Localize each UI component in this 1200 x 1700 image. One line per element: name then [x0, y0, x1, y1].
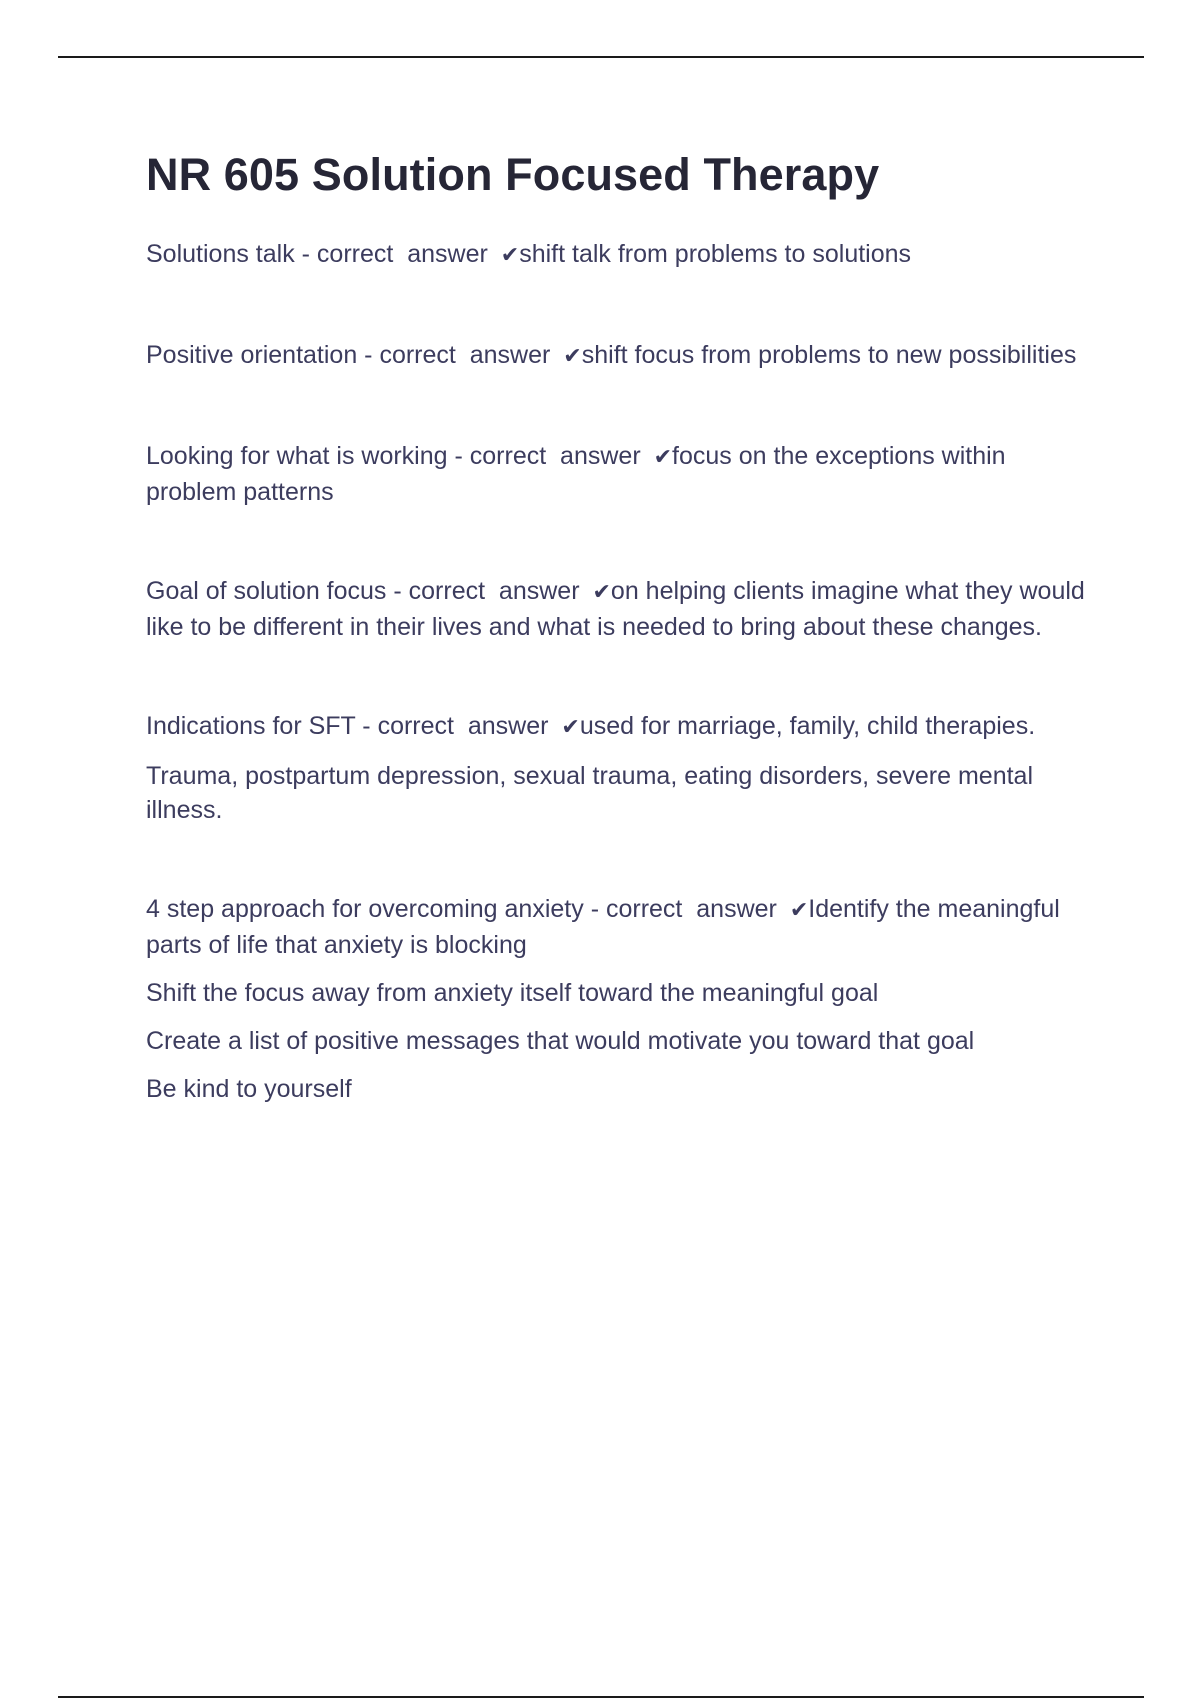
correct-answer-marker: correct answer: [469, 442, 641, 470]
correct-answer-marker: correct answer: [605, 895, 777, 923]
checkmark-icon: ✔: [561, 715, 580, 740]
checkmark-icon: ✔: [563, 344, 582, 369]
document-body: [146, 148, 1096, 1171]
page-title: NR 605 Solution Focused Therapy: [146, 149, 880, 200]
qa-answer-line: Create a list of positive messages that would motivate you toward that goal: [146, 1027, 975, 1055]
checkmark-icon: ✔: [592, 580, 611, 605]
qa-answer: Identify the meaningful parts of life that anxiety is blocking: [146, 895, 1060, 959]
qa-list: [146, 237, 1096, 1106]
bottom-rule: [58, 1696, 1144, 1698]
correct-answer-marker: correct answer: [316, 240, 488, 268]
qa-entry: [146, 237, 1096, 273]
top-rule: [58, 56, 1144, 58]
qa-term: 4 step approach for overcoming anxiety: [146, 895, 584, 923]
checkmark-icon: ✔: [653, 445, 673, 470]
qa-answer-line: Be kind to yourself: [146, 1075, 352, 1103]
qa-answer: shift focus from problems to new possibilities: [581, 341, 1077, 369]
qa-entry: [146, 709, 1096, 827]
qa-line: Goal of solution focus - correct answer ✔on helping clients imagine what they would like to be different in their lives and what is needed to bring about these changes.: [146, 577, 1085, 641]
qa-term: Looking for what is working: [146, 442, 448, 470]
qa-answer-line: Shift the focus away from anxiety itself toward the meaningful goal: [146, 979, 879, 1007]
qa-answer: used for marriage, family, child therapies.: [579, 712, 1036, 740]
qa-line: Solutions talk - correct answer ✔shift talk from problems to solutions: [146, 240, 912, 268]
qa-term: Solutions talk: [146, 240, 295, 268]
qa-entry: [146, 574, 1096, 644]
qa-line: Positive orientation - correct answer ✔shift focus from problems to new possibilities: [146, 341, 1077, 369]
qa-line: Indications for SFT - correct answer ✔used for marriage, family, child therapies.: [146, 712, 1036, 740]
qa-answer: on helping clients imagine what they would like to be different in their lives and what is needed to bring about these changes.: [146, 577, 1085, 641]
qa-term: Indications for SFT: [146, 712, 356, 740]
qa-line: Looking for what is working - correct answer ✔focus on the exceptions within problem patterns: [146, 442, 1006, 506]
qa-entry: [146, 338, 1096, 374]
qa-line: 4 step approach for overcoming anxiety - correct answer ✔Identify the meaningful parts of life that anxiety is blocking: [146, 895, 1060, 959]
qa-entry: [146, 439, 1096, 509]
checkmark-icon: ✔: [789, 898, 809, 923]
qa-answer: shift talk from problems to solutions: [519, 240, 912, 268]
qa-term: Positive orientation: [146, 341, 358, 369]
qa-term: Goal of solution focus: [146, 577, 387, 605]
checkmark-icon: ✔: [500, 243, 520, 268]
qa-entry: [146, 892, 1096, 1106]
qa-answer-line: Trauma, postpartum depression, sexual trauma, eating disorders, severe mental illness.: [146, 762, 1033, 824]
correct-answer-marker: correct answer: [379, 341, 551, 369]
correct-answer-marker: correct answer: [377, 712, 549, 740]
qa-answer: focus on the exceptions within problem patterns: [146, 442, 1006, 506]
correct-answer-marker: correct answer: [408, 577, 580, 605]
